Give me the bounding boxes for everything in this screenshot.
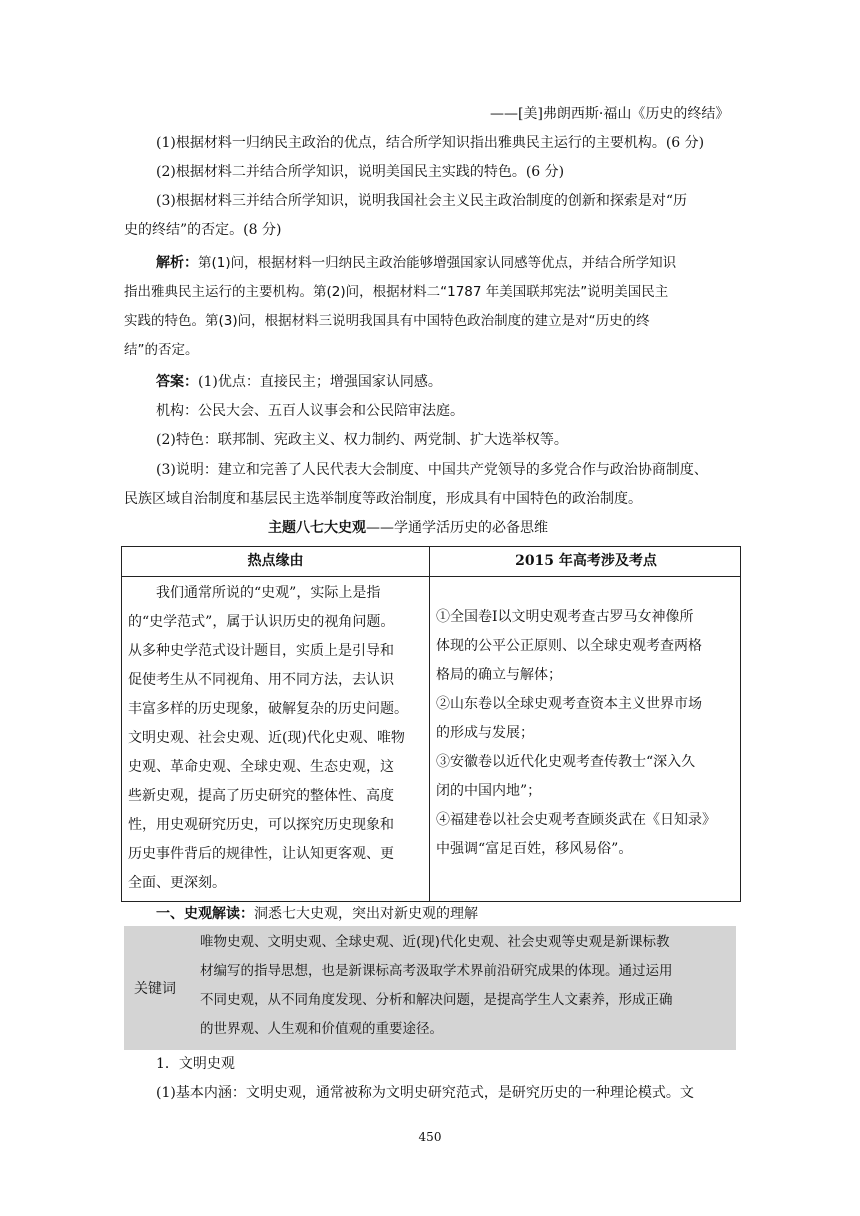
table-header-exam-points: 2015 年高考涉及考点 — [515, 553, 657, 569]
theme-table — [121, 546, 741, 902]
attribution: ——[美]弗朗西斯·福山《历史的终结》 — [490, 106, 730, 122]
table-header-reason: 热点缘由 — [247, 553, 304, 569]
answer-line-2: 机构：公民大会、五百人议事会和公民陪审法庭。 — [156, 403, 464, 419]
civilization-heading: 1．文明史观 — [156, 1056, 235, 1072]
table-cell-exam-points: ①全国卷Ⅰ以文明史观考查古罗马女神像所 体现的公平公正原则、以全球史观考查两格 格局的确立与解体； ②山东卷以全球史观考查资本主义世界市场 的形成与发展； ③安徽卷以近代化史观考查传教士“深入久 闭的中国内地”； ④福建卷以社会史观考查顾炎武在《日知录》 中强调“富足百姓，移风易俗”。 — [436, 609, 716, 857]
answer-line-1: 答案：(1)优点：直接民主；增强国家认同感。 — [156, 374, 442, 390]
analysis-line-4: 结”的否定。 — [124, 342, 199, 358]
keyword-box: 关键词 唯物史观、文明史观、全球史观、近(现)代化史观、社会史观等史观是新课标教 材编写的指导思想，也是新课标高考汲取学术界前沿研究成果的体现。通过运用 不同史观，从不同角度发现、分析和解决问题，是提高学生人文素养，形成正确 的世界观、人生观和价值观的重要途径。 — [124, 926, 736, 1050]
keyword-label: 关键词 — [134, 981, 176, 997]
question-1: (1)根据材料一归纳民主政治的优点，结合所学知识指出雅典民主运行的主要机构。(6 分) — [156, 135, 705, 151]
analysis-line-2: 指出雅典民主运行的主要机构。第(2)问，根据材料二“1787 年美国联邦宪法”说明美国民主 — [124, 284, 669, 300]
analysis-line-3: 实践的特色。第(3)问，根据材料三说明我国具有中国特色政治制度的建立是对“历史的终 — [124, 313, 650, 329]
table-cell-reason: 我们通常所说的“史观”，实际上是指 的“史学范式”，属于认识历史的视角问题。 从多种史学范式设计题目，实质上是引导和 促使考生从不同视角、用不同方法，去认识 丰富多样的历史现象，破解复杂的历史问题。 文明史观、社会史观、近(现)代化史观、唯物 史观、革命史观、全球史观、生态史观，这 些新史观，提高了历史研究的整体性、高度 性，用史观研究历史，可以探究历史现象和 历史事件背后的规律性，让认知更客观、更 全面、更深刻。 — [128, 585, 408, 891]
table-column-divider — [429, 547, 430, 901]
answer-line-5: 民族区域自治制度和基层民主选举制度等政治制度，形成具有中国特色的政治制度。 — [124, 491, 642, 507]
question-2: (2)根据材料二并结合所学知识，说明美国民主实践的特色。(6 分) — [156, 164, 565, 180]
page-number: 450 — [418, 1130, 442, 1144]
civilization-line: (1)基本内涵：文明史观，通常被称为文明史研究范式，是研究历史的一种理论模式。文 — [156, 1085, 694, 1101]
analysis-label: 解析： — [156, 255, 198, 271]
answer-line-4: (3)说明：建立和完善了人民代表大会制度、中国共产党领导的多党合作与政治协商制度、 — [156, 462, 708, 478]
theme-title: 主题八七大史观——学通学活历史的必备思维 — [268, 520, 548, 536]
question-3: (3)根据材料三并结合所学知识，说明我国社会主义民主政治制度的创新和探索是对“历 — [156, 193, 687, 209]
section-heading-1: 一、史观解读：洞悉七大史观，突出对新史观的理解 — [156, 906, 478, 922]
question-3-cont: 史的终结”的否定。(8 分) — [124, 222, 282, 238]
answer-label: 答案： — [156, 374, 198, 390]
analysis-line-1: 解析：第(1)问，根据材料一归纳民主政治能够增强国家认同感等优点，并结合所学知识 — [156, 255, 677, 271]
answer-line-3: (2)特色：联邦制、宪政主义、权力制约、两党制、扩大选举权等。 — [156, 432, 568, 448]
